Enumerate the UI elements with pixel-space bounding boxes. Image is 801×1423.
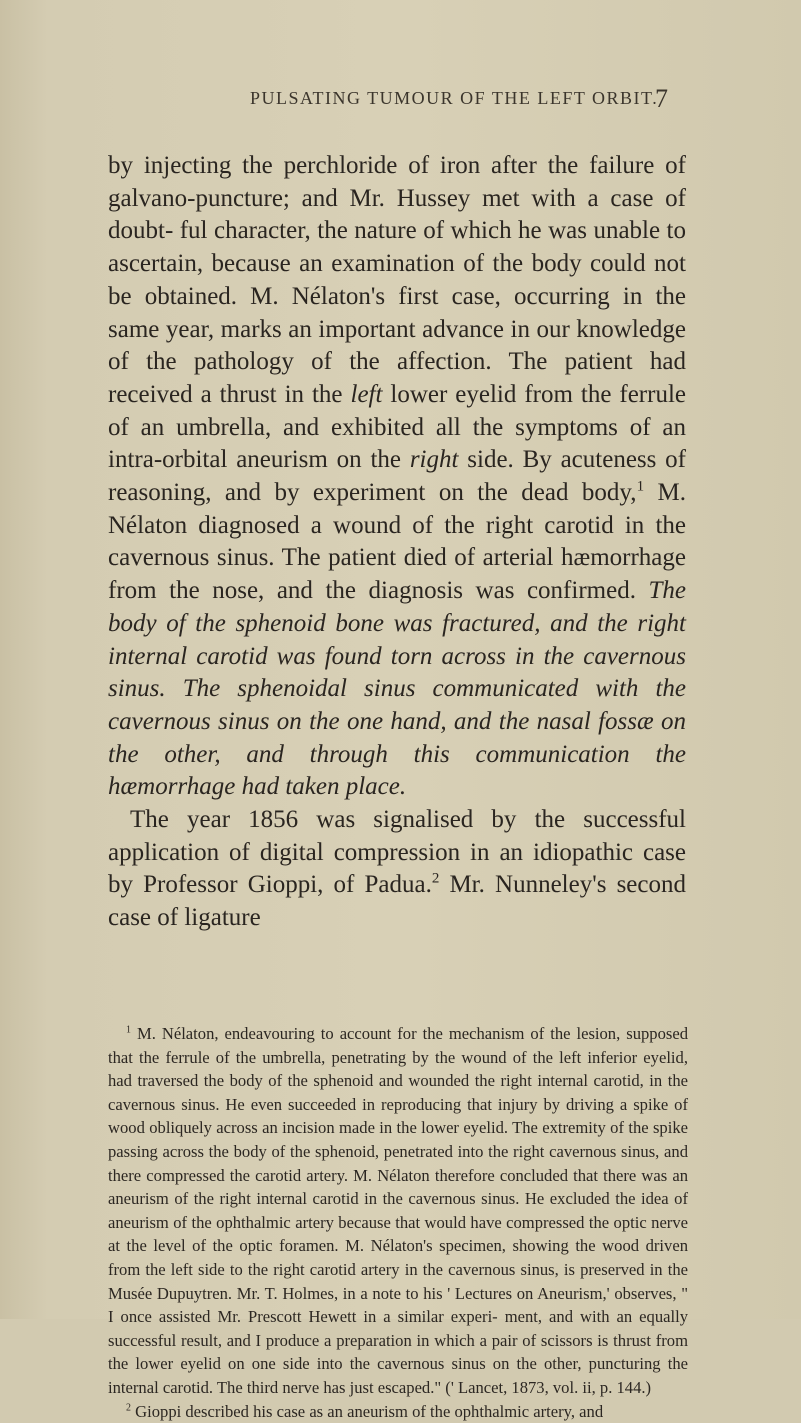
text-segment: side. By acuteness of reasoning, and by experiment on the dead body, bbox=[108, 446, 686, 506]
text-segment: by injecting the perchloride of iron after the failure of galvano-puncture; and Mr. Hussey met with a case of doubt- ful character, the nature of which he was unable to ascertain, because an examination of the body could not be obtained. M. Nélaton's first case, occurring in the same year, marks an important advance in our knowledge of the pathology of the affection. The patient had received a thrust in the bbox=[108, 152, 686, 408]
italic-passage: The body of the sphenoid bone was fractured, and the right internal carotid was found torn across in the cavernous sinus. The sphenoidal sinus communicated with the cavernous sinus on the one hand, and the nasal fossæ on the other, and through this communication the hæmorrhage had taken place. bbox=[108, 577, 686, 800]
footnote-marker-2: 2 bbox=[126, 1402, 131, 1413]
footnote-marker-1: 1 bbox=[126, 1024, 131, 1035]
running-header: PULSATING TUMOUR OF THE LEFT ORBIT. bbox=[250, 88, 680, 109]
footnote-text: Gioppi described his case as an aneurism of the ophthalmic artery, and bbox=[131, 1402, 603, 1421]
main-text bbox=[108, 150, 686, 935]
text-segment: lower eyelid from the ferrule of an umbrella, and exhibited all the symptoms of an intra-orbital aneurism on the bbox=[108, 381, 686, 473]
page-number: 7 bbox=[655, 84, 668, 114]
paragraph-1 bbox=[108, 150, 686, 804]
emphasis-left: left bbox=[351, 381, 383, 408]
text-segment: Mr. Nunneley's second case of ligature bbox=[108, 871, 686, 931]
footnotes bbox=[108, 1022, 688, 1423]
footnote-ref-1: 1 bbox=[637, 479, 645, 495]
footnote-1 bbox=[108, 1022, 688, 1400]
paragraph-2 bbox=[108, 804, 686, 935]
emphasis-right: right bbox=[410, 446, 459, 473]
footnote-2 bbox=[108, 1400, 688, 1423]
text-segment: M. Nélaton diagnosed a wound of the right carotid in the cavernous sinus. The patient died of arterial hæmorrhage from the nose, and the diagnosis was confirmed. bbox=[108, 479, 686, 604]
footnote-ref-2: 2 bbox=[432, 871, 440, 887]
text-segment: The year 1856 was signalised by the successful application of digital compression in an idiopathic case by Professor Gioppi, of Padua. bbox=[108, 806, 686, 898]
footnote-text: M. Nélaton, endeavouring to account for the mechanism of the lesion, supposed that the ferrule of the umbrella, penetrating by the wound of the left inferior eyelid, had traversed the body of the sphenoid and wounded the right internal carotid, in the cavernous sinus. He even succeeded in reproducing that injury by driving a spike of wood obliquely across an incision made in the lower eyelid. The extremity of the spike passing across the body of the sphenoid, penetrated into the right cavernous sinus, and there compressed the carotid artery. M. Nélaton therefore concluded that there was an aneurism of the right internal carotid in the cavernous sinus. He excluded the idea of aneurism of the ophthalmic artery because that would have compressed the optic nerve at the level of the optic foramen. M. Nélaton's specimen, showing the wood driven from the left side to the right carotid artery in the cavernous sinus, is preserved in the Musée Dupuytren. Mr. T. Holmes, in a note to his ' Lectures on Aneurism,' observes, " I once assisted Mr. Prescott Hewett in a similar experi- ment, and with an equally successful result, and I produce a preparation in which a pair of scissors is thrust from the lower eyelid on one side into the cavernous sinus on the other, puncturing the internal carotid. The third nerve has just escaped." (' Lancet, 1873, vol. ii, p. 144.) bbox=[108, 1024, 688, 1397]
